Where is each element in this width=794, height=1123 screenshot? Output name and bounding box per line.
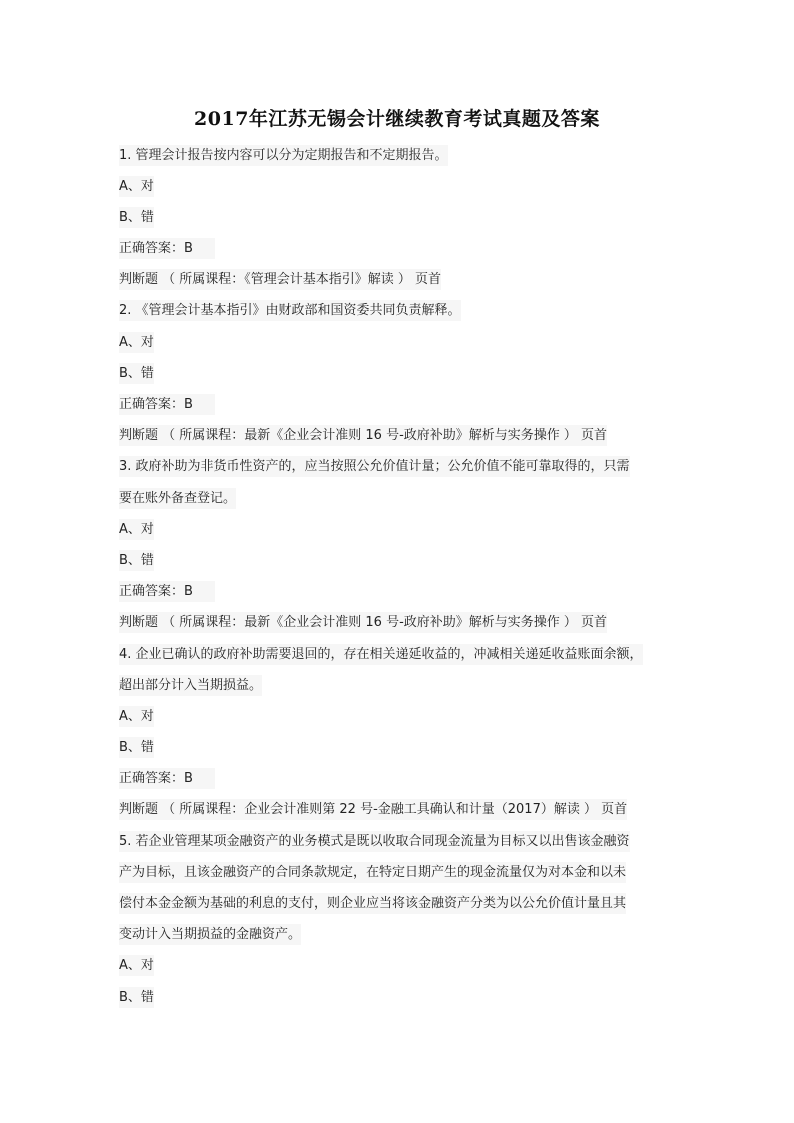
question-text [119,483,689,514]
question-source [119,264,689,295]
option-b [119,545,689,576]
option-b [119,202,689,233]
question-text [119,826,689,857]
question-line: 5. 若企业管理某项金融资产的业务模式是既以收取合同现金流量为目标又以出售该金融资 [119,831,630,852]
option-label: B、错 [119,737,154,758]
answer-text: 正确答案：B [119,581,215,602]
question-source [119,794,689,825]
question-line: 要在账外备查登记。 [119,488,236,509]
option-label: A、对 [119,955,154,976]
option-a [119,327,689,358]
question-line: 4. 企业已确认的政府补助需要退回的，存在相关递延收益的，冲减相关递延收益账面余额， [119,644,643,665]
option-label: B、错 [119,987,154,1008]
question-line: 1. 管理会计报告按内容可以分为定期报告和不定期报告。 [119,145,448,166]
question-source [119,607,689,638]
question-line: 3. 政府补助为非货币性资产的，应当按照公允价值计量；公允价值不能可靠取得的，只需 [119,456,630,477]
document-body [119,140,689,1013]
question-text [119,919,689,950]
option-label: B、错 [119,550,154,571]
option-a [119,514,689,545]
option-b [119,358,689,389]
option-label: A、对 [119,706,154,727]
question-line: 偿付本金金额为基础的利息的支付，则企业应当将该金融资产分类为以公允价值计量且其 [119,893,626,914]
correct-answer [119,233,689,264]
option-a [119,171,689,202]
option-label: A、对 [119,332,154,353]
option-a [119,701,689,732]
option-a [119,950,689,981]
option-b [119,982,689,1013]
option-label: A、对 [119,176,154,197]
question-text [119,639,689,670]
question-line: 变动计入当期损益的金融资产。 [119,924,301,945]
option-label: B、错 [119,207,154,228]
answer-text: 正确答案：B [119,394,215,415]
question-text [119,857,689,888]
document-title: 2017年江苏无锡会计继续教育考试真题及答案 [194,108,600,130]
question-text [119,670,689,701]
question-text [119,888,689,919]
source-text: 判断题 （ 所属课程：最新《企业会计准则 16 号-政府补助》解析与实务操作 ） 页首 [119,425,607,446]
question-line: 超出部分计入当期损益。 [119,675,262,696]
question-text [119,295,689,326]
answer-text: 正确答案：B [119,768,215,789]
correct-answer [119,389,689,420]
correct-answer [119,576,689,607]
option-label: A、对 [119,519,154,540]
question-line: 产为目标，且该金融资产的合同条款规定，在特定日期产生的现金流量仅为对本金和以未 [119,862,626,883]
question-line: 2. 《管理会计基本指引》由财政部和国资委共同负责解释。 [119,300,461,321]
answer-text: 正确答案：B [119,238,215,259]
question-source [119,420,689,451]
source-text: 判断题 （ 所属课程：企业会计准则第 22 号-金融工具确认和计量（2017）解读 ） 页首 [119,799,627,820]
option-b [119,732,689,763]
source-text: 判断题 （ 所属课程：《管理会计基本指引》解读 ） 页首 [119,269,441,290]
correct-answer [119,763,689,794]
question-text [119,451,689,482]
source-text: 判断题 （ 所属课程：最新《企业会计准则 16 号-政府补助》解析与实务操作 ） 页首 [119,612,607,633]
question-text [119,140,689,171]
option-label: B、错 [119,363,154,384]
